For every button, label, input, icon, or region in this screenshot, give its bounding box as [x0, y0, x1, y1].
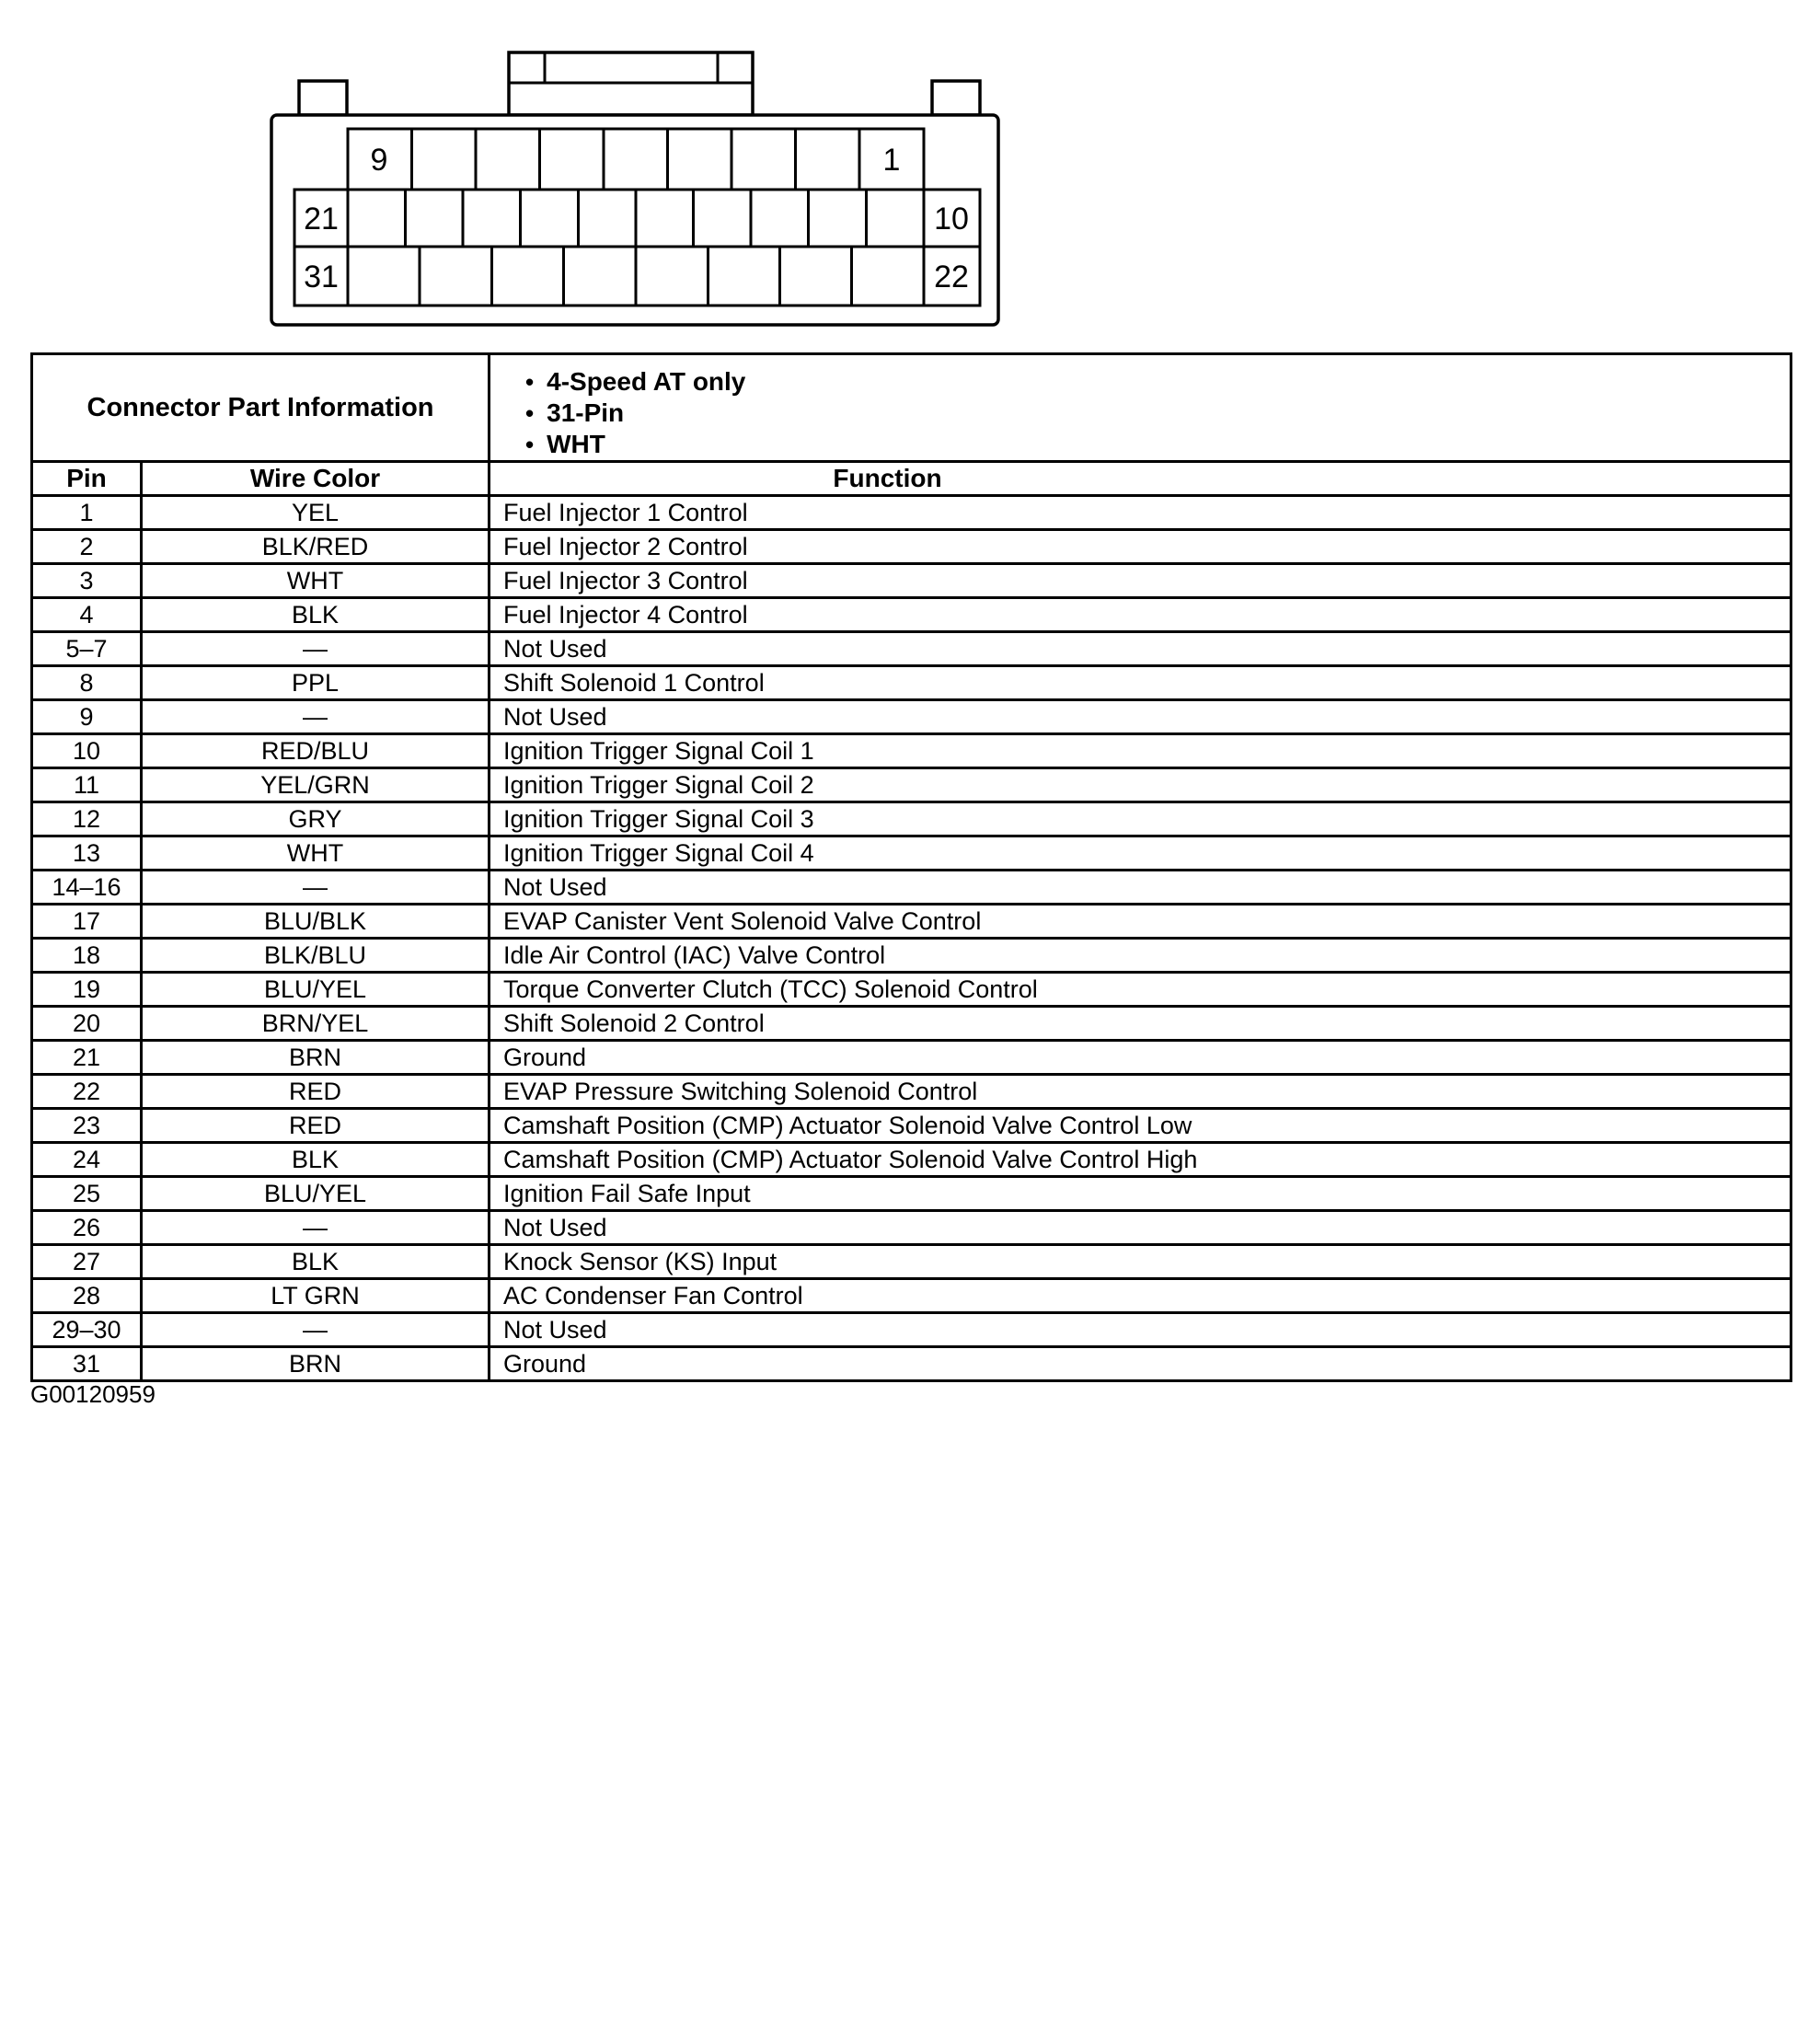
- bullet-item: [525, 429, 1790, 460]
- cell-function: Ignition Trigger Signal Coil 1: [490, 734, 1791, 768]
- cell-function: EVAP Pressure Switching Solenoid Control: [490, 1075, 1791, 1109]
- pin-label-10: 10: [934, 202, 969, 236]
- table-body: [32, 354, 1791, 1381]
- cell-pin: 21: [32, 1041, 142, 1075]
- table-row: [32, 1041, 1791, 1075]
- table-row: [32, 632, 1791, 666]
- cell-pin: 5–7: [32, 632, 142, 666]
- cell-function: Ground: [490, 1347, 1791, 1381]
- cell-wire: BLU/BLK: [142, 905, 490, 939]
- cell-wire: BLK: [142, 598, 490, 632]
- cell-wire: GRY: [142, 802, 490, 836]
- cell-wire: BRN/YEL: [142, 1007, 490, 1041]
- cell-function: Ignition Fail Safe Input: [490, 1177, 1791, 1211]
- cell-wire: BRN: [142, 1347, 490, 1381]
- cell-wire: WHT: [142, 564, 490, 598]
- cell-wire: —: [142, 1211, 490, 1245]
- table-row: [32, 1177, 1791, 1211]
- cell-pin: 24: [32, 1143, 142, 1177]
- table-row: [32, 973, 1791, 1007]
- cell-pin: 1: [32, 496, 142, 530]
- cell-pin: 17: [32, 905, 142, 939]
- table-row: [32, 496, 1791, 530]
- cell-pin: 8: [32, 666, 142, 700]
- cell-wire: —: [142, 632, 490, 666]
- table-row: [32, 1143, 1791, 1177]
- cell-pin: 23: [32, 1109, 142, 1143]
- cell-wire: RED/BLU: [142, 734, 490, 768]
- table-row: [32, 768, 1791, 802]
- cell-wire: YEL: [142, 496, 490, 530]
- table-row: [32, 734, 1791, 768]
- table-row: [32, 1211, 1791, 1245]
- cell-function: Shift Solenoid 1 Control: [490, 666, 1791, 700]
- cell-function: Ignition Trigger Signal Coil 2: [490, 768, 1791, 802]
- cell-function: Not Used: [490, 871, 1791, 905]
- table-row: [32, 871, 1791, 905]
- cell-wire: —: [142, 1313, 490, 1347]
- bullet-icon: •: [525, 399, 535, 427]
- connector-attributes: [490, 354, 1791, 462]
- cell-pin: 28: [32, 1279, 142, 1313]
- table-row: [32, 1075, 1791, 1109]
- part-info-label: Connector Part Information: [32, 354, 490, 462]
- pin-label-9: 9: [370, 143, 388, 178]
- pin-label-21: 21: [304, 202, 339, 236]
- cell-function: Ignition Trigger Signal Coil 4: [490, 836, 1791, 871]
- pin-label-1: 1: [882, 143, 901, 178]
- bullet-item: [525, 398, 1790, 429]
- table-row: [32, 1245, 1791, 1279]
- cell-pin: 20: [32, 1007, 142, 1041]
- cell-wire: RED: [142, 1109, 490, 1143]
- table-row: [32, 1109, 1791, 1143]
- cell-function: Fuel Injector 3 Control: [490, 564, 1791, 598]
- cell-function: Knock Sensor (KS) Input: [490, 1245, 1791, 1279]
- cell-pin: 10: [32, 734, 142, 768]
- cell-pin: 14–16: [32, 871, 142, 905]
- cell-function: Not Used: [490, 1313, 1791, 1347]
- bullet-icon: •: [525, 431, 535, 458]
- cell-wire: BLK/RED: [142, 530, 490, 564]
- table-row: [32, 905, 1791, 939]
- table-row: [32, 802, 1791, 836]
- bullet-item: [525, 366, 1790, 398]
- cell-function: Ignition Trigger Signal Coil 3: [490, 802, 1791, 836]
- table-row: [32, 666, 1791, 700]
- cell-pin: 19: [32, 973, 142, 1007]
- connector-left-tab: [299, 81, 347, 115]
- cell-function: Ground: [490, 1041, 1791, 1075]
- table-row: [32, 1007, 1791, 1041]
- cell-wire: BLK/BLU: [142, 939, 490, 973]
- cell-function: Torque Converter Clutch (TCC) Solenoid Control: [490, 973, 1791, 1007]
- pinout-table-wrap: [30, 352, 1792, 1382]
- column-header-wire-color: Wire Color: [142, 462, 490, 496]
- cell-function: Camshaft Position (CMP) Actuator Solenoid Valve Control Low: [490, 1109, 1791, 1143]
- column-header-function: Function: [490, 462, 1791, 496]
- cell-function: AC Condenser Fan Control: [490, 1279, 1791, 1313]
- table-row: [32, 530, 1791, 564]
- cell-pin: 4: [32, 598, 142, 632]
- cell-wire: BRN: [142, 1041, 490, 1075]
- column-header-pin: Pin: [32, 462, 142, 496]
- cell-pin: 26: [32, 1211, 142, 1245]
- cell-function: Fuel Injector 2 Control: [490, 530, 1791, 564]
- cell-wire: BLK: [142, 1245, 490, 1279]
- cell-wire: LT GRN: [142, 1279, 490, 1313]
- cell-wire: PPL: [142, 666, 490, 700]
- table-header-row: [32, 462, 1791, 496]
- part-info-row: [32, 354, 1791, 462]
- cell-pin: 25: [32, 1177, 142, 1211]
- table-row: [32, 1347, 1791, 1381]
- pinout-table: [30, 352, 1792, 1382]
- cell-function: Not Used: [490, 700, 1791, 734]
- cell-function: Fuel Injector 4 Control: [490, 598, 1791, 632]
- cell-pin: 9: [32, 700, 142, 734]
- table-row: [32, 1313, 1791, 1347]
- figure-code: G00120959: [30, 1380, 156, 1408]
- cell-pin: 18: [32, 939, 142, 973]
- cell-function: Fuel Injector 1 Control: [490, 496, 1791, 530]
- cell-function: Idle Air Control (IAC) Valve Control: [490, 939, 1791, 973]
- cell-pin: 3: [32, 564, 142, 598]
- cell-function: Camshaft Position (CMP) Actuator Solenoid Valve Control High: [490, 1143, 1791, 1177]
- bullet-text: 4-Speed AT only: [547, 367, 746, 396]
- table-row: [32, 700, 1791, 734]
- cell-pin: 29–30: [32, 1313, 142, 1347]
- cell-pin: 12: [32, 802, 142, 836]
- table-row: [32, 598, 1791, 632]
- cell-pin: 22: [32, 1075, 142, 1109]
- cell-wire: —: [142, 871, 490, 905]
- cell-wire: YEL/GRN: [142, 768, 490, 802]
- cell-pin: 2: [32, 530, 142, 564]
- bullet-icon: •: [525, 368, 535, 396]
- cell-function: Not Used: [490, 1211, 1791, 1245]
- cell-wire: BLU/YEL: [142, 973, 490, 1007]
- cell-function: EVAP Canister Vent Solenoid Valve Control: [490, 905, 1791, 939]
- table-row: [32, 1279, 1791, 1313]
- connector-diagram: [0, 0, 1820, 345]
- cell-pin: 31: [32, 1347, 142, 1381]
- pin-label-31: 31: [304, 260, 339, 294]
- table-row: [32, 564, 1791, 598]
- bullet-text: WHT: [547, 430, 605, 458]
- bullet-text: 31-Pin: [547, 398, 625, 427]
- cell-pin: 27: [32, 1245, 142, 1279]
- cell-wire: BLK: [142, 1143, 490, 1177]
- pin-label-22: 22: [934, 260, 969, 294]
- cell-function: Shift Solenoid 2 Control: [490, 1007, 1791, 1041]
- connector-right-tab: [932, 81, 980, 115]
- table-row: [32, 836, 1791, 871]
- table-row: [32, 939, 1791, 973]
- cell-wire: —: [142, 700, 490, 734]
- cell-pin: 11: [32, 768, 142, 802]
- cell-wire: WHT: [142, 836, 490, 871]
- cell-pin: 13: [32, 836, 142, 871]
- cell-function: Not Used: [490, 632, 1791, 666]
- cell-wire: RED: [142, 1075, 490, 1109]
- cell-wire: BLU/YEL: [142, 1177, 490, 1211]
